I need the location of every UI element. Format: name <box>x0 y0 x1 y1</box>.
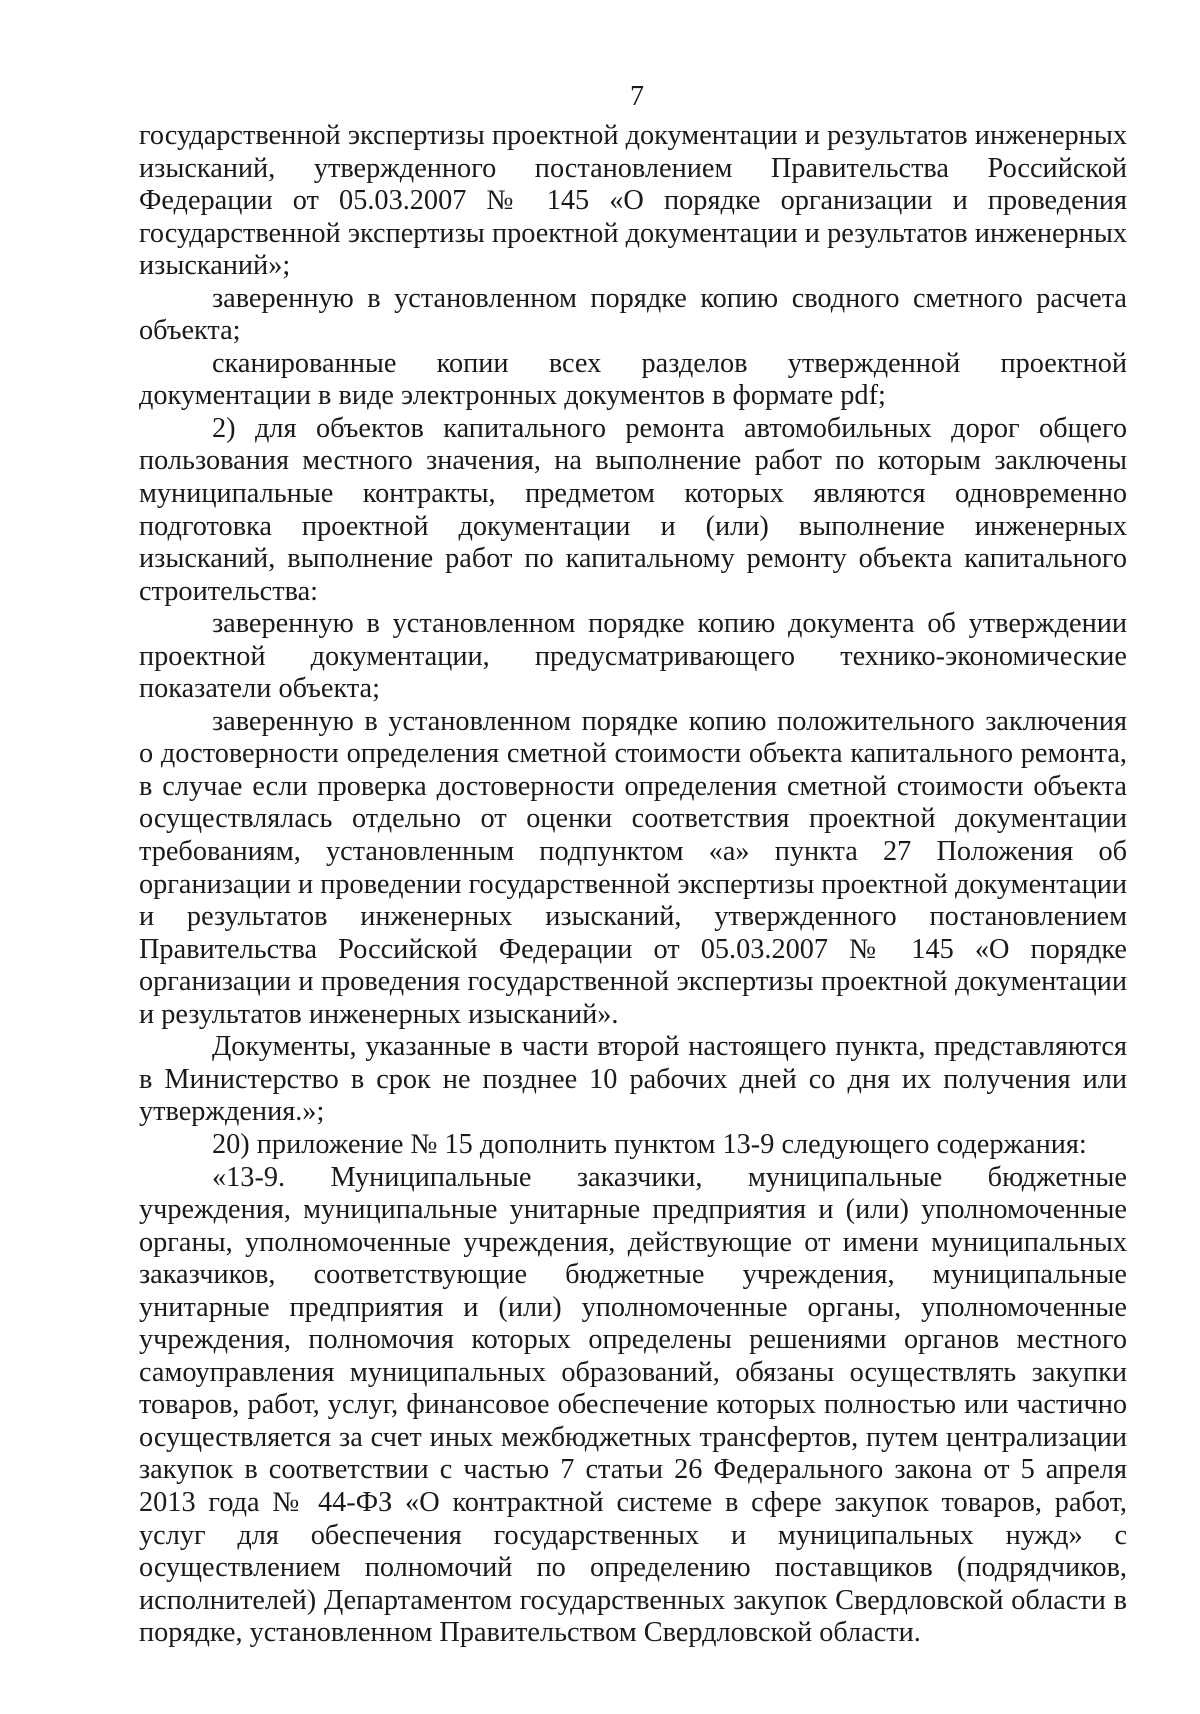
paragraph: заверенную в установленном порядке копию сводного сметного расчета объекта; <box>139 282 1127 347</box>
page-number: 7 <box>630 81 644 112</box>
paragraph-item-2: 2) для объектов капитального ремонта автомобильных дорог общего пользования местного значения, на выполнение работ по которым заключены муниципальные контракты, предметом которых являются одновременно подготовка проектной документации и (или) выполнение инженерных изысканий, выполнение работ по капитальному ремонту объекта капитального строительства: <box>139 412 1127 607</box>
paragraph: заверенную в установленном порядке копию положительного заключения о достоверности определения сметной стоимости объекта капитального ремонта, в случае если проверка достоверности определения сметной стоимости объекта осуществлялась отдельно от оценки соответствия проектной документации требованиям, установленным подпунктом «а» пункта 27 Положения об организации и проведении государственной экспертизы проектной документации и результатов инженерных изысканий, утвержденного постановлением Правительства Российской Федерации от 05.03.2007 № 145 «О порядке организации и проведения государственной экспертизы проектной документации и результатов инженерных изысканий». <box>139 705 1127 1030</box>
paragraph-clause-13-9: «13-9. Муниципальные заказчики, муниципальные бюджетные учреждения, муниципальные унитарные предприятия и (или) уполномоченные органы, уполномоченные учреждения, действующие от имени муниципальных заказчиков, соответствующие бюджетные учреждения, муниципальные унитарные предприятия и (или) уполномоченные органы, уполномоченные учреждения, полномочия которых определены решениями органов местного самоуправления муниципальных образований, обязаны осуществлять закупки товаров, работ, услуг, финансовое обеспечение которых полностью или частично осуществляется за счет иных межбюджетных трансфертов, путем централизации закупок в соответствии с частью 7 статьи 26 Федерального закона от 5 апреля 2013 года № 44-ФЗ «О контрактной системе в сфере закупок товаров, работ, услуг для обеспечения государственных и муниципальных нужд» с осуществлением полномочий по определению поставщиков (подрядчиков, исполнителей) Департаментом государственных закупок Свердловской области в порядке, установленном Правительством Свердловской области. <box>139 1161 1127 1649</box>
paragraph: сканированные копии всех разделов утвержденной проектной документации в виде электронных документов в формате pdf; <box>139 347 1127 412</box>
paragraph: заверенную в установленном порядке копию документа об утверждении проектной документации, предусматривающего технико-экономические показатели объекта; <box>139 608 1127 705</box>
document-body <box>139 120 1127 1650</box>
paragraph-continued: государственной экспертизы проектной документации и результатов инженерных изысканий, утвержденного постановлением Правительства Российской Федерации от 05.03.2007 № 145 «О порядке организации и проведения государственной экспертизы проектной документации и результатов инженерных изысканий»; <box>139 120 1127 282</box>
paragraph-item-20: 20) приложение № 15 дополнить пунктом 13-9 следующего содержания: <box>212 1128 1087 1160</box>
paragraph: Документы, указанные в части второй настоящего пункта, представляются в Министерство в срок не позднее 10 рабочих дней со дня их получения или утверждения.»; <box>139 1031 1127 1128</box>
